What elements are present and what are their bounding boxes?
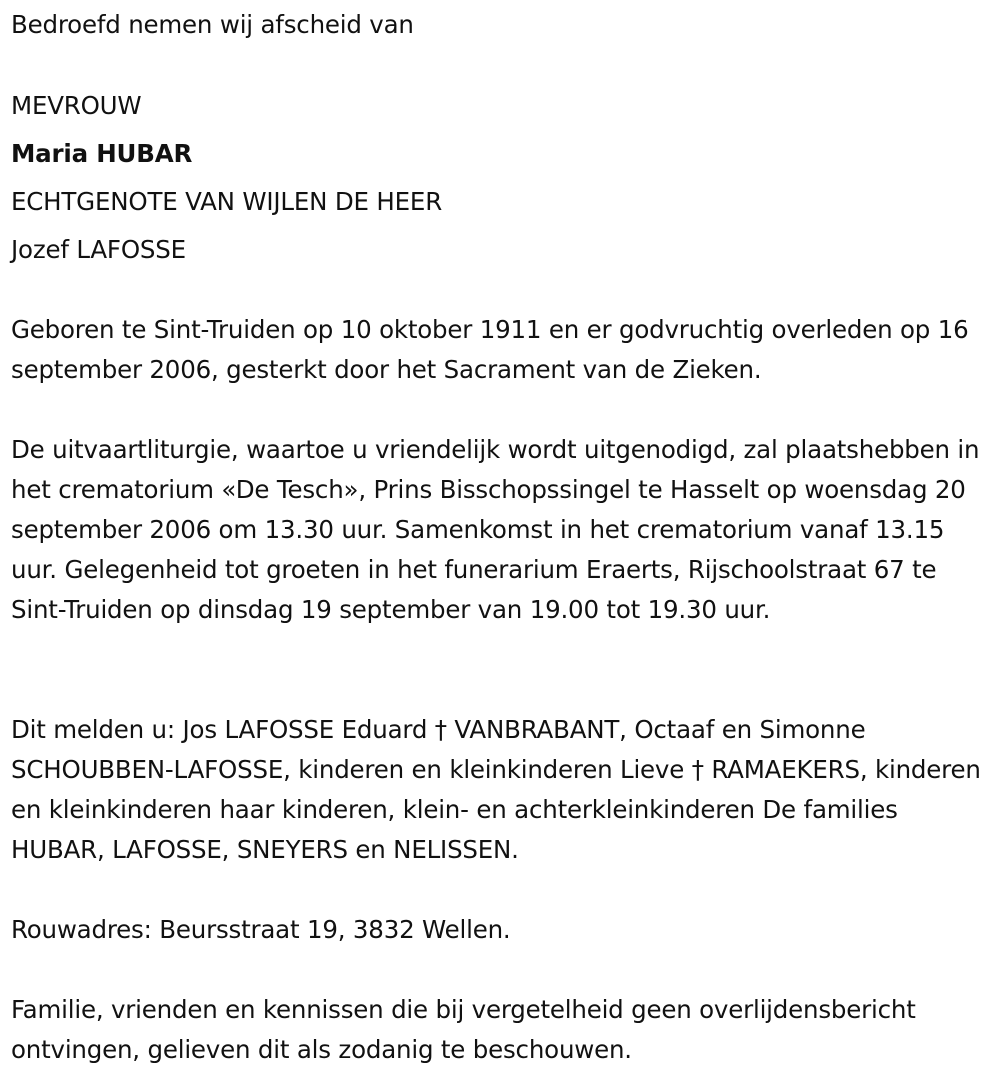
intro-text: Bedroefd nemen wij afscheid van: [11, 10, 414, 39]
relation-text: ECHTGENOTE VAN WIJLEN DE HEER: [11, 187, 443, 216]
honorific: MEVROUW: [11, 91, 142, 120]
spouse-name: Jozef LAFOSSE: [11, 235, 186, 264]
birth-death-paragraph: Geboren te Sint-Truiden op 10 oktober 1911 en er godvruchtig overleden op 16 september 2006, gesterkt door het Sacrament van de Zieken.: [11, 315, 969, 384]
closing-paragraph: Familie, vrienden en kennissen die bij vergetelheid geen overlijdensbericht ontvingen, gelieven dit als zodanig te beschouwen.: [11, 995, 916, 1064]
ceremony-paragraph: De uitvaartliturgie, waartoe u vriendelijk wordt uitgenodigd, zal plaatshebben in het crematorium «De Tesch», Prins Bisschopssingel te Hasselt op woensdag 20 september 2006 om 13.30 uur. Samenkomst in het crematorium vanaf 13.15 uur. Gelegenheid tot groeten in het funerarium Eraerts, Rijschoolstraat 67 te Sint-Truiden op dinsdag 19 september van 19.00 tot 19.30 uur.: [11, 435, 980, 624]
address-paragraph: Rouwadres: Beursstraat 19, 3832 Wellen.: [11, 915, 511, 944]
deceased-name: Maria HUBAR: [11, 139, 193, 168]
announced-by-paragraph: Dit melden u: Jos LAFOSSE Eduard † VANBRABANT, Octaaf en Simonne SCHOUBBEN-LAFOSSE, kinderen en kleinkinderen Lieve † RAMAEKERS, kinderen en kleinkinderen haar kinderen, klein- en achterkleinkinderen De families HUBAR, LAFOSSE, SNEYERS en NELISSEN.: [11, 715, 981, 864]
